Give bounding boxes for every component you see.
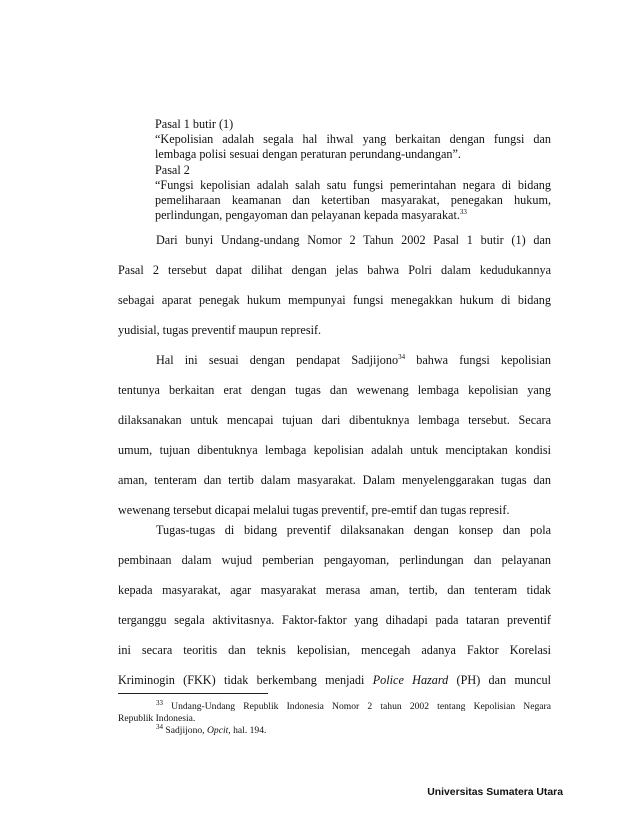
- body-line: tentunya berkaitan erat dengan tugas dan wewenang lembaga kepolisian yang: [118, 383, 551, 397]
- footnote-line: [118, 722, 551, 737]
- quote-line: Pasal 1 butir (1): [155, 117, 234, 131]
- quote-line-last: [155, 208, 551, 223]
- body-line: umum, tujuan dibentuknya lembaga kepolisian adalah untuk menciptakan kondisi: [118, 443, 551, 457]
- footnote-text: Undang-Undang Republik Indonesia Nomor 2 tahun 2002 tentang Kepolisian Negara: [163, 701, 551, 712]
- footnote-separator: [118, 693, 268, 694]
- paragraph-3: [118, 523, 551, 703]
- body-line-first: [118, 353, 551, 383]
- body-text: bahwa fungsi kepolisian: [405, 353, 552, 367]
- body-line: ini secara teoritis dan teknis kepolisian, mencegah adanya Faktor Korelasi: [118, 643, 551, 657]
- footnote-ref-33: 33: [459, 208, 467, 217]
- body-line: Tugas-tugas di bidang preventif dilaksanakan dengan konsep dan pola: [156, 523, 551, 537]
- body-line: sebagai aparat penegak hukum mempunyai fungsi menegakkan hukum di bidang: [118, 293, 551, 307]
- footnote-number: 34: [156, 722, 163, 731]
- footnote-text: Sadjijono,: [163, 725, 207, 736]
- body-line: dilaksanakan untuk mencapai tujuan dari dibentuknya lembaga tersebut. Secara: [118, 413, 551, 427]
- body-line: yudisial, tugas preventif maupun represif.: [118, 323, 322, 337]
- footnote-italic: Opcit,: [206, 725, 231, 736]
- body-line: kepada masyarakat, agar masyarakat merasa aman, tertib, dan tenteram tidak: [118, 583, 551, 597]
- italic-term: Police Hazard: [372, 673, 449, 687]
- body-line-last: [118, 673, 551, 703]
- footnote-number: 33: [156, 698, 163, 707]
- quoted-articles: [155, 117, 551, 223]
- footnote-33: [118, 698, 551, 725]
- body-text: (PH) dan muncul: [448, 673, 552, 687]
- body-line: pembinaan dalam wujud pemberian pengayoman, perlindungan dan pelayanan: [118, 553, 551, 567]
- footnote-ref-34: 34: [398, 352, 406, 361]
- paragraph-2: [118, 353, 551, 533]
- university-footer: Universitas Sumatera Utara: [427, 787, 563, 798]
- footnote-line: Republik Indonesia.: [118, 713, 196, 724]
- footnote-34: [118, 722, 551, 737]
- quote-text: perlindungan, pengayoman dan pelayanan kepada masyarakat.: [155, 208, 460, 223]
- body-line: terganggu segala aktivitasnya. Faktor-faktor yang dihadapi pada tataran preventif: [118, 613, 551, 627]
- body-line: wewenang tersebut dicapai melalui tugas preventif, pre-emtif dan tugas represif.: [118, 503, 510, 517]
- body-line: Dari bunyi Undang-undang Nomor 2 Tahun 2002 Pasal 1 butir (1) dan: [156, 233, 551, 247]
- body-line: Pasal 2 tersebut dapat dilihat dengan jelas bahwa Polri dalam kedudukannya: [118, 263, 551, 277]
- body-text: Hal ini sesuai dengan pendapat Sadjijono: [156, 353, 399, 367]
- quote-line: lembaga polisi sesuai dengan peraturan perundang-undangan”.: [155, 147, 461, 162]
- body-text: Kriminogin (FKK) tidak berkembang menjadi: [118, 673, 373, 687]
- paragraph-1: [118, 233, 551, 353]
- footnote-text: hal. 194.: [230, 725, 267, 736]
- quote-line: “Fungsi kepolisian adalah salah satu fungsi pemerintahan negara di bidang: [155, 177, 551, 192]
- quote-line: pemeliharaan keamanan dan ketertiban masyarakat, penegakan hukum,: [155, 193, 551, 208]
- footnote-line: [118, 698, 551, 713]
- body-line: aman, tenteram dan tertib dalam masyarakat. Dalam menyelenggarakan tugas dan: [118, 473, 551, 487]
- quote-line: Pasal 2: [155, 162, 190, 177]
- quote-line: “Kepolisian adalah segala hal ihwal yang berkaitan dengan fungsi dan: [155, 132, 551, 147]
